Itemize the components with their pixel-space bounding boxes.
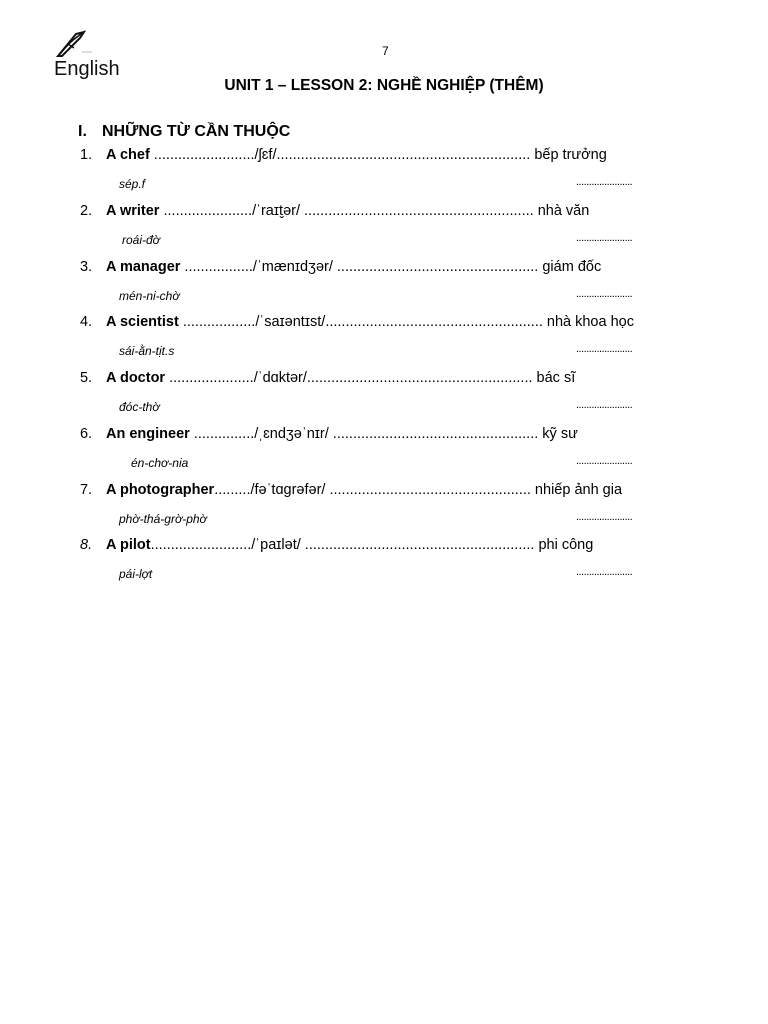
item-index: 3.	[80, 259, 93, 275]
answer-blank[interactable]: ......................	[576, 566, 633, 578]
item-index: 8.	[80, 537, 93, 553]
item-meaning: phi công	[534, 537, 594, 553]
item-reading: mén-ni-chờ	[119, 289, 180, 303]
item-reading: én-chơ-nia	[131, 456, 189, 470]
item-meaning: bác sĩ	[532, 370, 576, 386]
answer-blank[interactable]: ......................	[576, 511, 633, 523]
item-dots: ..................	[178, 314, 256, 330]
item-dots: ........................................................	[306, 370, 533, 386]
vocab-row	[80, 259, 601, 275]
item-dots: .........................	[149, 147, 255, 163]
item-dots: .........................	[150, 537, 252, 553]
item-word: A scientist	[106, 314, 179, 330]
item-reading: phờ-thá-grờ-phờ	[119, 512, 207, 526]
item-word: A manager	[106, 259, 181, 275]
page-number: 7	[382, 44, 389, 58]
item-index: 4.	[80, 314, 93, 330]
item-dots: .........	[214, 482, 251, 498]
item-reading: sái-ằn-tịt.s	[119, 344, 175, 358]
item-index: 7.	[80, 482, 93, 498]
section-heading	[78, 123, 290, 141]
item-word: A writer	[106, 203, 160, 219]
page-title: UNIT 1 – LESSON 2: NGHỀ NGHIỆP (THÊM)	[224, 77, 544, 94]
quill-pen-icon	[54, 30, 94, 60]
item-ipa: /ˈdɑktər/	[253, 370, 307, 386]
item-dots: .........................................................	[300, 537, 535, 553]
vocab-row	[80, 147, 607, 163]
vocab-row	[80, 482, 622, 498]
item-dots: .........................................................	[300, 203, 534, 219]
section-title: NHỮNG TỪ CẦN THUỘC	[102, 123, 291, 140]
item-ipa: /ʃɛf/	[254, 147, 277, 163]
vocab-row	[80, 370, 575, 386]
item-ipa: /ˈmænɪdʒər/	[252, 259, 333, 275]
item-index: 5.	[80, 370, 93, 386]
item-word: An engineer	[106, 426, 190, 442]
item-meaning: kỹ sư	[538, 426, 578, 442]
item-ipa: /ˈraɪt̬ər/	[252, 203, 300, 219]
item-meaning: nhiếp ảnh gia	[530, 482, 623, 498]
vocab-row	[80, 203, 589, 219]
answer-blank[interactable]: ......................	[576, 176, 633, 188]
item-meaning: giám đốc	[538, 259, 602, 275]
answer-blank[interactable]: ......................	[576, 399, 633, 411]
item-dots: .....................	[165, 370, 254, 386]
vocab-row	[80, 314, 634, 330]
item-ipa: /ˌɛndʒəˈnɪr/	[254, 426, 329, 442]
item-dots: ..................................................	[325, 482, 531, 498]
section-number: I.	[78, 123, 87, 140]
answer-blank[interactable]: ......................	[576, 343, 633, 355]
item-ipa: /fəˈtɑgrəfər/	[250, 482, 326, 498]
item-reading: đóc-thờ	[119, 400, 160, 414]
answer-blank[interactable]: ......................	[576, 232, 633, 244]
answer-blank[interactable]: ......................	[576, 288, 633, 300]
item-dots: ..................................................	[332, 259, 539, 275]
item-dots: ......................................................	[325, 314, 543, 330]
answer-blank[interactable]: ......................	[576, 455, 633, 467]
item-word: A pilot	[106, 537, 151, 553]
item-reading: roái-đờ	[122, 233, 160, 247]
logo-text: English	[54, 58, 120, 80]
item-index: 2.	[80, 203, 93, 219]
item-dots: ...................................................	[328, 426, 539, 442]
item-word: A photographer	[106, 482, 215, 498]
item-ipa: /ˈpaɪlət/	[251, 537, 301, 553]
item-word: A doctor	[106, 370, 166, 386]
item-meaning: nhà khoa học	[542, 314, 634, 330]
item-dots: .................	[180, 259, 253, 275]
item-ipa: /ˈsaɪəntɪst/	[255, 314, 326, 330]
item-reading: sép.f	[119, 177, 146, 191]
item-meaning: nhà văn	[533, 203, 590, 219]
item-meaning: bếp trưởng	[530, 147, 607, 163]
item-word: A chef	[106, 147, 150, 163]
vocab-row	[80, 426, 578, 442]
item-dots: ......................	[159, 203, 253, 219]
item-index: 6.	[80, 426, 93, 442]
item-reading: pái-lợt	[119, 567, 153, 581]
item-dots: ...............	[189, 426, 255, 442]
vocab-row	[80, 537, 593, 553]
item-dots: ...............................................................	[276, 147, 531, 163]
item-index: 1.	[80, 147, 93, 163]
